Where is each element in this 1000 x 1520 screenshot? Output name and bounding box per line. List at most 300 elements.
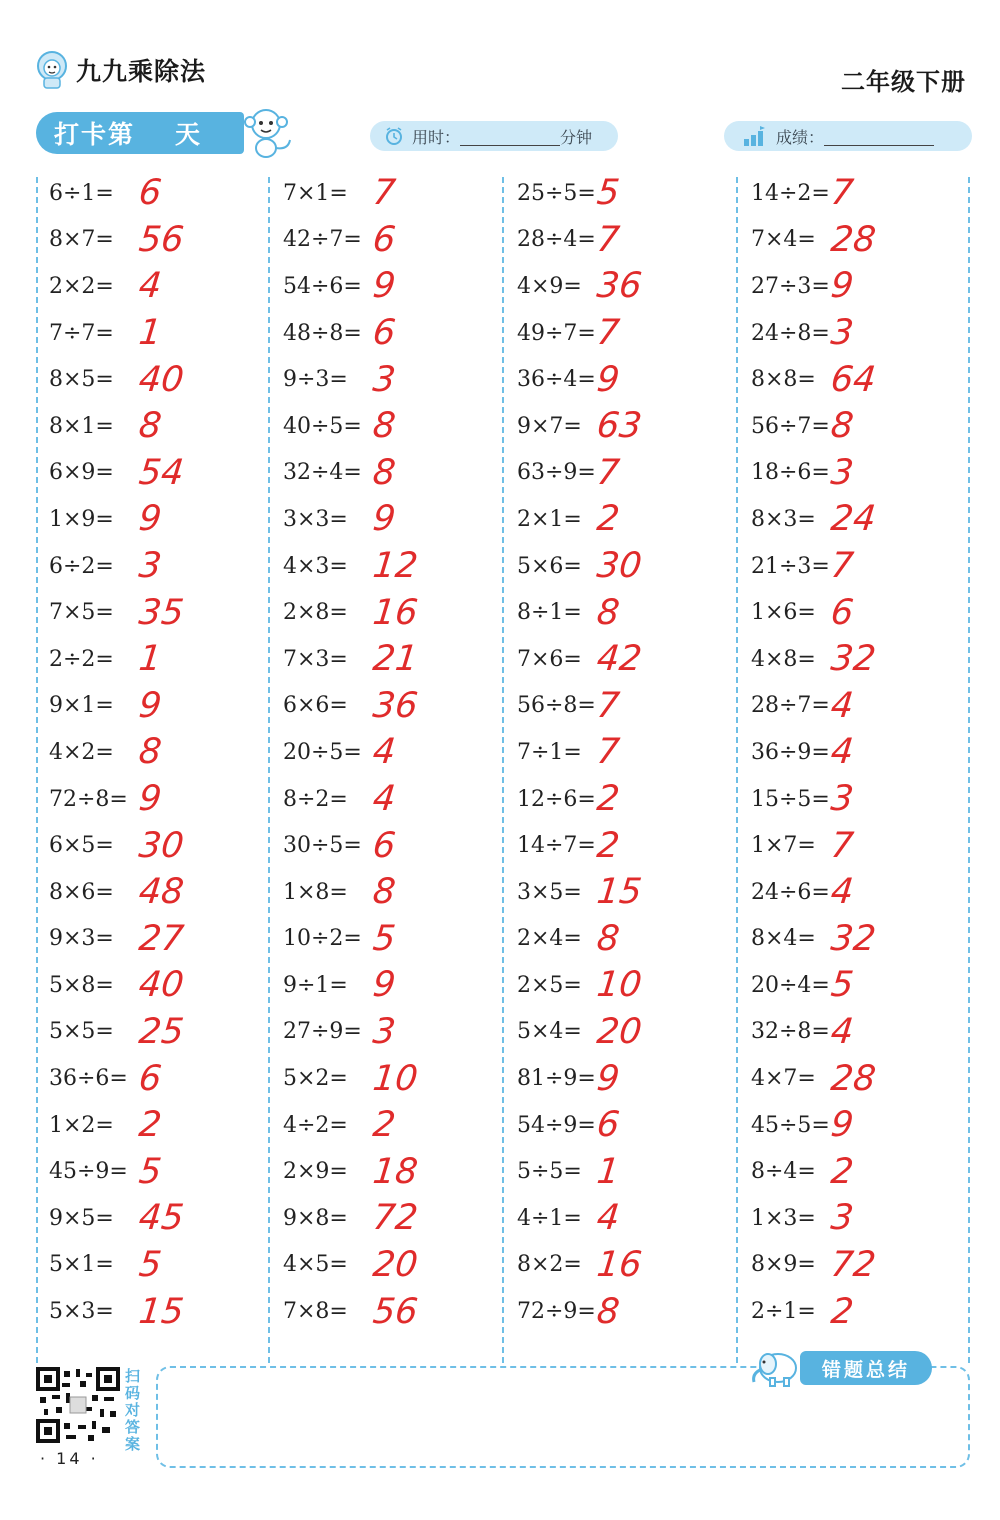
handwritten-answer[interactable]: 9 [370,965,398,1006]
problem-question: 8×9= [751,1252,816,1278]
problem-question: 2×2= [49,273,114,299]
handwritten-answer[interactable]: 24 [828,499,878,540]
problem-row [517,1242,644,1289]
problem-row [517,403,644,450]
handwritten-answer[interactable]: 12 [370,546,420,587]
problem-row [49,636,164,683]
handwritten-answer[interactable]: 16 [370,592,420,633]
handwritten-answer[interactable]: 8 [136,406,164,447]
handwritten-answer[interactable]: 6 [828,592,856,633]
problem-question: 5×2= [283,1066,348,1092]
problem-row [751,1055,878,1102]
problem-question: 9×8= [283,1205,348,1231]
handwritten-answer[interactable]: 56 [370,1291,420,1332]
clock-icon [384,126,404,146]
problem-row [49,1288,186,1335]
time-input[interactable] [460,127,560,146]
problem-row [283,916,398,963]
handwritten-answer[interactable]: 2 [594,499,622,540]
problem-question: 1×9= [49,506,114,532]
handwritten-answer[interactable]: 8 [828,406,856,447]
problem-question: 5×6= [517,553,582,579]
handwritten-answer[interactable]: 40 [136,359,186,400]
handwritten-answer[interactable]: 20 [594,1011,644,1052]
problem-row [283,636,420,683]
problem-row [283,1148,420,1195]
problem-row [283,729,398,776]
problem-row [517,1288,622,1335]
problem-row [517,916,622,963]
handwritten-answer[interactable]: 63 [594,406,644,447]
problem-question: 10÷2= [283,926,362,952]
handwritten-answer[interactable]: 7 [828,825,856,866]
handwritten-answer[interactable]: 5 [594,173,622,214]
problem-row [517,310,622,357]
handwritten-answer[interactable]: 32 [828,639,878,680]
handwritten-answer[interactable]: 7 [594,452,622,493]
problem-row [283,683,420,730]
problem-row [751,916,878,963]
handwritten-answer[interactable]: 21 [370,639,420,680]
problem-row [751,1009,856,1056]
handwritten-answer[interactable]: 2 [136,1105,164,1146]
problem-row [283,170,398,217]
handwritten-answer[interactable]: 6 [136,1058,164,1099]
handwritten-answer[interactable]: 2 [370,1105,398,1146]
problem-row [283,1102,398,1149]
problem-row [49,1102,164,1149]
problem-row [517,263,644,310]
problem-question: 2×4= [517,926,582,952]
handwritten-answer[interactable]: 3 [828,779,856,820]
problem-question: 5×5= [49,1019,114,1045]
problem-question: 2×8= [283,600,348,626]
problem-row [49,170,164,217]
problem-question: 7×3= [283,646,348,672]
problem-question: 54÷6= [283,273,362,299]
problem-row [517,729,622,776]
handwritten-answer[interactable]: 3 [828,1198,856,1239]
problem-question: 8×7= [49,227,114,253]
problem-row [751,170,856,217]
problem-row [751,683,856,730]
problem-question: 3×5= [517,879,582,905]
handwritten-answer[interactable]: 4 [136,266,164,307]
handwritten-answer[interactable]: 1 [594,1151,622,1192]
handwritten-answer[interactable]: 72 [828,1244,878,1285]
problem-question: 5÷5= [517,1159,582,1185]
time-unit: 分钟 [560,127,593,147]
problem-row [751,962,856,1009]
handwritten-answer[interactable]: 9 [828,266,856,307]
problem-question: 2÷2= [49,646,114,672]
problem-question: 8×4= [751,926,816,952]
problem-question: 42÷7= [283,227,362,253]
handwritten-answer[interactable]: 2 [828,1291,856,1332]
handwritten-answer[interactable]: 18 [370,1151,420,1192]
problem-question: 21÷3= [751,553,830,579]
problem-row [517,962,644,1009]
problem-row [283,1195,420,1242]
handwritten-answer[interactable]: 8 [594,918,622,959]
qr-code-icon[interactable] [36,1367,120,1443]
handwritten-answer[interactable]: 6 [594,1105,622,1146]
problem-question: 8×2= [517,1252,582,1278]
problem-row [283,403,398,450]
problem-question: 45÷5= [751,1112,830,1138]
checkin-suffix: 天 [175,120,203,149]
time-field [370,121,618,151]
problem-question: 36÷4= [517,367,596,393]
handwritten-answer[interactable]: 32 [828,918,878,959]
problem-question: 1×2= [49,1112,114,1138]
problem-row [751,1242,878,1289]
problem-row [517,822,622,869]
handwritten-answer[interactable]: 6 [370,219,398,260]
problem-question: 7×6= [517,646,582,672]
problem-question: 1×6= [751,600,816,626]
problem-row [49,1009,186,1056]
problem-question: 54÷9= [517,1112,596,1138]
problem-question: 2×9= [283,1159,348,1185]
problem-row [49,1195,186,1242]
problem-row [283,1055,420,1102]
handwritten-answer[interactable]: 64 [828,359,878,400]
problem-question: 7÷7= [49,320,114,346]
handwritten-answer[interactable]: 7 [828,546,856,587]
problem-question: 81÷9= [517,1066,596,1092]
problem-question: 8÷4= [751,1159,816,1185]
problem-row [517,496,622,543]
problem-question: 56÷8= [517,693,596,719]
problem-row [283,496,398,543]
handwritten-answer[interactable]: 28 [828,1058,878,1099]
problem-question: 9×1= [49,693,114,719]
problem-question: 32÷8= [751,1019,830,1045]
problem-row [49,217,186,264]
problem-question: 6×5= [49,833,114,859]
handwritten-answer[interactable]: 6 [370,313,398,354]
problem-column-3 [517,170,644,1335]
problem-row [283,310,398,357]
handwritten-answer[interactable]: 1 [136,313,164,354]
problem-row [517,450,622,497]
problem-row [283,776,398,823]
problem-row [517,589,622,636]
problem-row [751,263,856,310]
problem-row [49,916,186,963]
problem-question: 24÷6= [751,879,830,905]
handwritten-answer[interactable]: 9 [136,685,164,726]
problem-row [751,310,856,357]
problem-question: 8×6= [49,879,114,905]
problem-question: 2×1= [517,506,582,532]
problem-question: 8×1= [49,413,114,439]
problem-question: 6÷2= [49,553,114,579]
problem-question: 28÷4= [517,227,596,253]
problem-question: 4×2= [49,739,114,765]
problem-question: 5×4= [517,1019,582,1045]
problem-question: 4÷1= [517,1205,582,1231]
problem-row [517,1055,622,1102]
problem-question: 72÷8= [49,786,128,812]
handwritten-answer[interactable]: 42 [594,639,644,680]
column-divider [736,177,738,1363]
handwritten-answer[interactable]: 27 [136,918,186,959]
problem-row [517,1009,644,1056]
problem-row [517,356,622,403]
problem-question: 9÷3= [283,367,348,393]
problem-question: 72÷9= [517,1299,596,1325]
problem-row [751,543,856,590]
problem-row [517,869,644,916]
problem-row [751,356,878,403]
problem-row [49,450,186,497]
problem-row [751,496,878,543]
problem-row [751,1148,856,1195]
problem-question: 20÷4= [751,972,830,998]
handwritten-answer[interactable]: 48 [136,872,186,913]
handwritten-answer[interactable]: 7 [594,219,622,260]
problem-question: 9×3= [49,926,114,952]
problem-question: 30÷5= [283,833,362,859]
problem-row [283,450,398,497]
handwritten-answer[interactable]: 5 [370,918,398,959]
handwritten-answer[interactable]: 7 [828,173,856,214]
problem-question: 15÷5= [751,786,830,812]
problem-question: 63÷9= [517,460,596,486]
handwritten-answer[interactable]: 10 [594,965,644,1006]
problem-question: 4×9= [517,273,582,299]
problem-row [49,310,164,357]
scan-answer-caption: 扫码对答案 [125,1367,141,1453]
handwritten-answer[interactable]: 8 [594,1291,622,1332]
handwritten-answer[interactable]: 3 [136,546,164,587]
handwritten-answer[interactable]: 9 [594,359,622,400]
handwritten-answer[interactable]: 7 [370,173,398,214]
handwritten-answer[interactable]: 15 [136,1291,186,1332]
problem-row [517,1102,622,1149]
problem-question: 56÷7= [751,413,830,439]
problem-question: 7÷1= [517,739,582,765]
handwritten-answer[interactable]: 7 [594,685,622,726]
handwritten-answer[interactable]: 3 [370,1011,398,1052]
handwritten-answer[interactable]: 9 [828,1105,856,1146]
problem-question: 24÷8= [751,320,830,346]
problem-question: 5×8= [49,972,114,998]
handwritten-answer[interactable]: 7 [594,732,622,773]
problem-question: 1×7= [751,833,816,859]
problem-question: 20÷5= [283,739,362,765]
handwritten-answer[interactable]: 9 [136,499,164,540]
problem-question: 9÷1= [283,972,348,998]
handwritten-answer[interactable]: 72 [370,1198,420,1239]
handwritten-answer[interactable]: 40 [136,965,186,1006]
problem-row [283,1288,420,1335]
problem-question: 5×1= [49,1252,114,1278]
handwritten-answer[interactable]: 8 [370,406,398,447]
problem-row [517,776,622,823]
handwritten-answer[interactable]: 15 [594,872,644,913]
problem-question: 40÷5= [283,413,362,439]
handwritten-answer[interactable]: 35 [136,592,186,633]
problem-row [283,356,398,403]
handwritten-answer[interactable]: 56 [136,219,186,260]
checkin-prefix: 打卡第 [54,120,136,149]
problem-row [49,729,164,776]
problem-row [751,1195,856,1242]
problem-row [751,822,856,869]
problem-question: 8×5= [49,367,114,393]
problem-question: 27÷9= [283,1019,362,1045]
problem-row [751,1288,856,1335]
problem-question: 45÷9= [49,1159,128,1185]
problem-row [49,1055,164,1102]
handwritten-answer[interactable]: 36 [370,685,420,726]
handwritten-answer[interactable]: 9 [370,266,398,307]
problem-question: 25÷5= [517,180,596,206]
problem-row [49,403,164,450]
score-field [724,121,972,151]
problem-row [751,776,856,823]
problem-row [751,589,856,636]
problem-question: 48÷8= [283,320,362,346]
problem-row [49,589,186,636]
problem-question: 28÷7= [751,693,830,719]
problem-row [49,1242,164,1289]
problem-row [283,589,420,636]
handwritten-answer[interactable]: 4 [828,1011,856,1052]
handwritten-answer[interactable]: 6 [136,173,164,214]
handwritten-answer[interactable]: 4 [828,872,856,913]
handwritten-answer[interactable]: 3 [828,313,856,354]
lion-logo-icon [34,50,70,90]
problem-question: 2×5= [517,972,582,998]
handwritten-answer[interactable]: 9 [136,779,164,820]
handwritten-answer[interactable]: 20 [370,1244,420,1285]
header-left [34,50,206,90]
column-divider [502,177,504,1363]
handwritten-answer[interactable]: 25 [136,1011,186,1052]
handwritten-answer[interactable]: 54 [136,452,186,493]
problem-row [283,217,398,264]
handwritten-answer[interactable]: 10 [370,1058,420,1099]
problem-question: 14÷2= [751,180,830,206]
handwritten-answer[interactable]: 5 [828,965,856,1006]
problem-row [283,1242,420,1289]
score-label: 成绩： [776,127,825,147]
handwritten-answer[interactable]: 45 [136,1198,186,1239]
problem-row [751,869,856,916]
page-number: · 14 · [40,1449,99,1468]
handwritten-answer[interactable]: 8 [594,592,622,633]
score-input[interactable] [824,127,934,146]
problem-row [517,217,622,264]
handwritten-answer[interactable]: 3 [828,452,856,493]
problem-question: 8÷2= [283,786,348,812]
problem-row [49,496,164,543]
problem-row [517,543,644,590]
handwritten-answer[interactable]: 28 [828,219,878,260]
handwritten-answer[interactable]: 5 [136,1244,164,1285]
problem-question: 27÷3= [751,273,830,299]
problem-question: 5×3= [49,1299,114,1325]
problem-row [751,403,856,450]
score-chart-icon [742,125,768,147]
handwritten-answer[interactable]: 1 [136,639,164,680]
problem-row [49,1148,164,1195]
problem-row [283,263,398,310]
problem-row [283,543,420,590]
handwritten-answer[interactable]: 6 [370,825,398,866]
problem-row [49,962,186,1009]
problem-question: 36÷6= [49,1066,128,1092]
handwritten-answer[interactable]: 5 [136,1151,164,1192]
handwritten-answer[interactable]: 4 [828,732,856,773]
handwritten-answer[interactable]: 30 [136,825,186,866]
handwritten-answer[interactable]: 8 [370,872,398,913]
problem-row [283,822,398,869]
problem-question: 32÷4= [283,460,362,486]
problem-question: 36÷9= [751,739,830,765]
handwritten-answer[interactable]: 16 [594,1244,644,1285]
problem-row [49,869,186,916]
problem-question: 8÷1= [517,600,582,626]
problem-column-1 [49,170,186,1335]
problem-row [49,543,164,590]
problem-question: 6×6= [283,693,348,719]
problem-row [751,217,878,264]
handwritten-answer[interactable]: 4 [828,685,856,726]
problem-row [751,450,856,497]
handwritten-answer[interactable]: 7 [594,313,622,354]
monkey-mascot-icon [236,104,296,160]
problem-row [283,962,398,1009]
handwritten-answer[interactable]: 2 [828,1151,856,1192]
problem-row [49,356,186,403]
handwritten-answer[interactable]: 2 [594,825,622,866]
handwritten-answer[interactable]: 4 [370,779,398,820]
handwritten-answer[interactable]: 4 [370,732,398,773]
problem-question: 4×8= [751,646,816,672]
handwritten-answer[interactable]: 3 [370,359,398,400]
problem-row [517,636,644,683]
problem-question: 4×3= [283,553,348,579]
handwritten-answer[interactable]: 9 [370,499,398,540]
problem-question: 18÷6= [751,460,830,486]
problem-question: 49÷7= [517,320,596,346]
handwritten-answer[interactable]: 8 [136,732,164,773]
checkin-banner [36,112,244,154]
handwritten-answer[interactable]: 2 [594,779,622,820]
problem-question: 1×3= [751,1205,816,1231]
problem-column-4 [751,170,878,1335]
problem-column-2 [283,170,420,1335]
problem-row [283,1009,398,1056]
problem-question: 1×8= [283,879,348,905]
problem-row [49,263,164,310]
problem-question: 3×3= [283,506,348,532]
handwritten-answer[interactable]: 9 [594,1058,622,1099]
handwritten-answer[interactable]: 4 [594,1198,622,1239]
problem-question: 6×9= [49,460,114,486]
problem-question: 8×8= [751,367,816,393]
handwritten-answer[interactable]: 8 [370,452,398,493]
handwritten-answer[interactable]: 36 [594,266,644,307]
handwritten-answer[interactable]: 30 [594,546,644,587]
problem-question: 7×1= [283,180,348,206]
problem-question: 12÷6= [517,786,596,812]
